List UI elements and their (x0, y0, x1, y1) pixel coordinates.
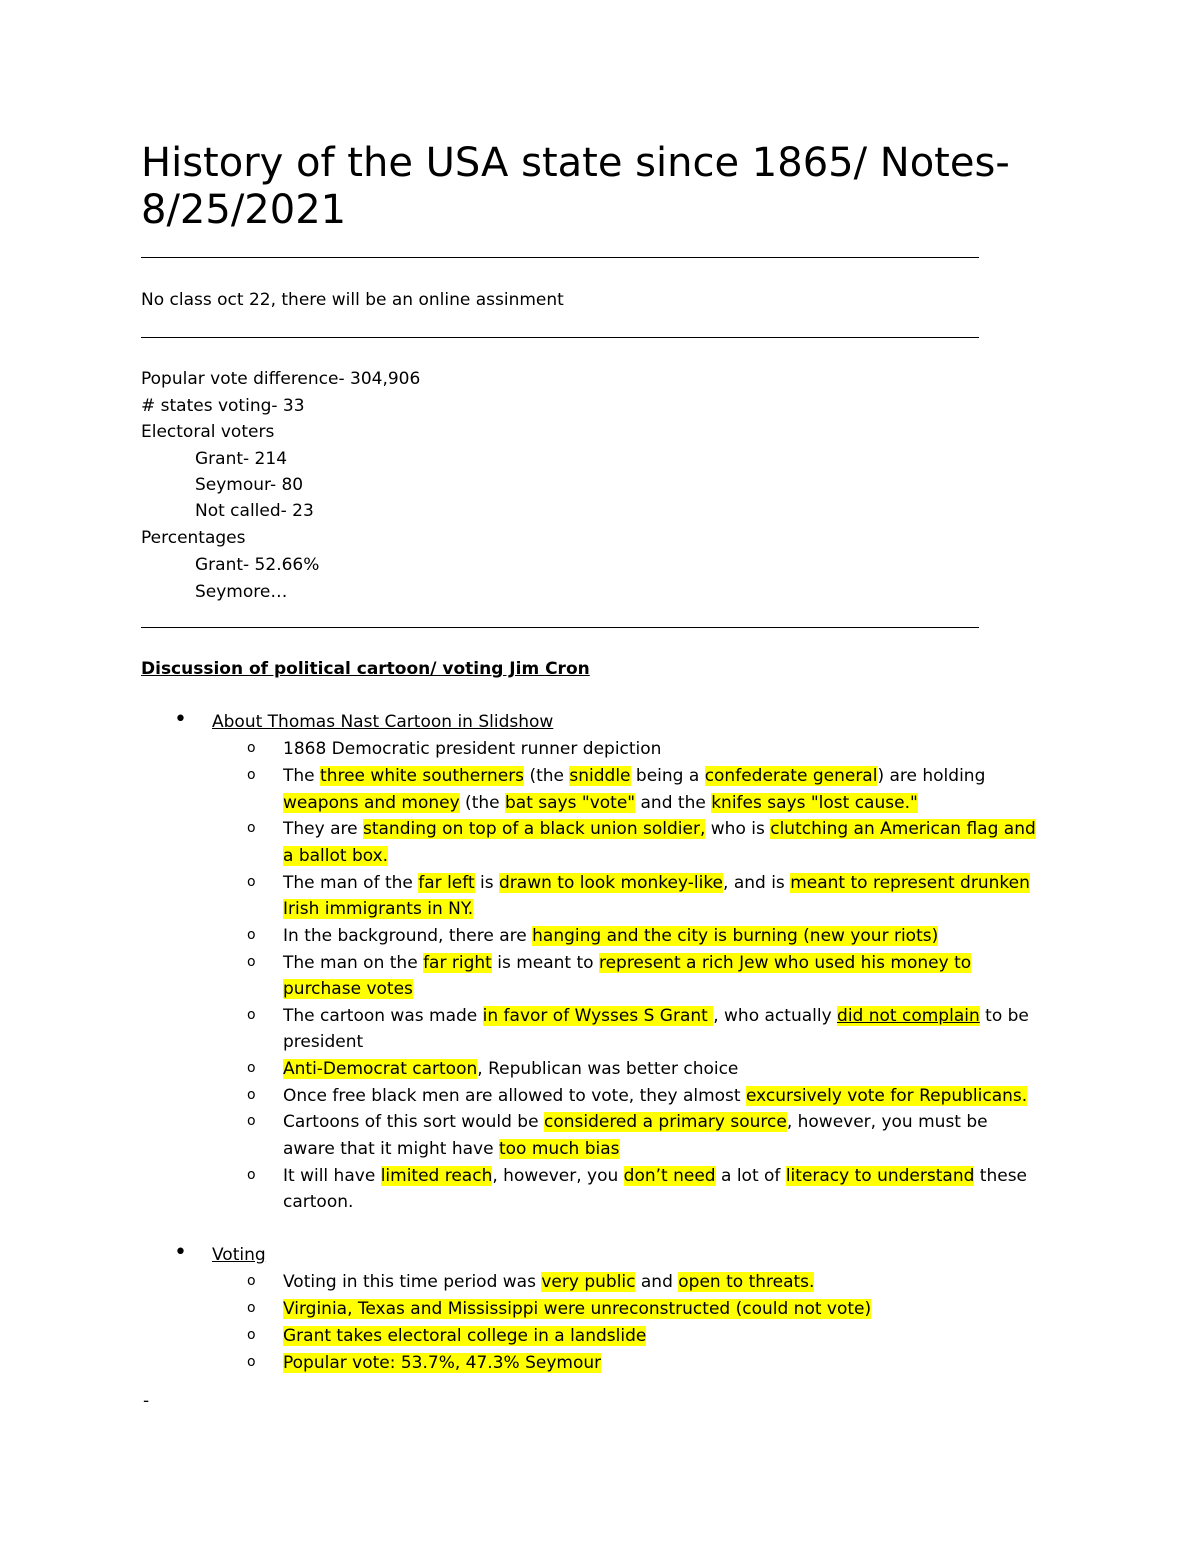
page-title (141, 140, 1011, 234)
sub-bullet-icon: o (247, 820, 256, 836)
list-item-continued: president (283, 1032, 364, 1052)
list-item: In the background, there are hanging and the city is burning (new your riots) (283, 926, 939, 946)
sub-bullet-icon: o (247, 1007, 256, 1023)
title-line-1: History of the USA state since 1865/ Notes- (141, 140, 1010, 186)
sub-bullet-icon: o (247, 927, 256, 943)
title-line-2: 8/25/2021 (141, 187, 347, 233)
divider-1 (141, 257, 979, 258)
bullet-icon: • (174, 707, 187, 732)
seymour-electoral: Seymour- 80 (195, 475, 304, 495)
list-item-continued: cartoon. (283, 1192, 354, 1212)
section-heading: Discussion of political cartoon/ voting Jim Cron (141, 659, 590, 679)
list-item-continued: Irish immigrants in NY. (283, 899, 474, 919)
states-voting: # states voting- 33 (141, 396, 305, 416)
list-item: Anti-Democrat cartoon, Republican was better choice (283, 1059, 739, 1079)
list-item: The cartoon was made in favor of Wysses S Grant , who actually did not complain to be (283, 1006, 1029, 1026)
electoral-voters-label: Electoral voters (141, 422, 275, 442)
list-item-continued: weapons and money (the bat says "vote" and the knifes says "lost cause." (283, 793, 918, 813)
sub-bullet-icon: o (247, 874, 256, 890)
list-item: The three white southerners (the sniddle being a confederate general) are holding (283, 766, 986, 786)
list-item: 1868 Democratic president runner depiction (283, 739, 662, 759)
sub-bullet-icon: o (247, 1273, 256, 1289)
list-item: The man on the far right is meant to represent a rich Jew who used his money to (283, 953, 972, 973)
sub-bullet-icon: o (247, 767, 256, 783)
bullet-icon: • (174, 1240, 187, 1265)
trailing-mark: - (143, 1391, 150, 1411)
grant-percentage: Grant- 52.66% (195, 555, 320, 575)
list-item: Popular vote: 53.7%, 47.3% Seymour (283, 1353, 602, 1373)
divider-2 (141, 337, 979, 338)
list-item: Cartoons of this sort would be considered a primary source, however, you must be (283, 1112, 988, 1132)
sub-bullet-icon: o (247, 1300, 256, 1316)
divider-3 (141, 627, 979, 628)
list-item: Grant takes electoral college in a landslide (283, 1326, 647, 1346)
sub-bullet-icon: o (247, 1113, 256, 1129)
sub-bullet-icon: o (247, 1167, 256, 1183)
list-item: They are standing on top of a black union soldier, who is clutching an American flag and (283, 819, 1036, 839)
sub-bullet-icon: o (247, 1354, 256, 1370)
list-item: The man of the far left is drawn to look monkey-like, and is meant to represent drunken (283, 873, 1030, 893)
list-item: Voting in this time period was very public and open to threats. (283, 1272, 815, 1292)
list-item-continued: aware that it might have too much bias (283, 1139, 620, 1159)
sub-bullet-icon: o (247, 1060, 256, 1076)
grant-electoral: Grant- 214 (195, 449, 288, 469)
nast-cartoon-title: About Thomas Nast Cartoon in Slidshow (212, 712, 554, 732)
sub-bullet-icon: o (247, 1327, 256, 1343)
list-item-continued: purchase votes (283, 979, 413, 999)
sub-bullet-icon: o (247, 740, 256, 756)
list-item: It will have limited reach, however, you don’t need a lot of literacy to understand these (283, 1166, 1028, 1186)
voting-title: Voting (212, 1245, 266, 1265)
class-notice: No class oct 22, there will be an online assinment (141, 290, 564, 310)
seymore-percentage: Seymore… (195, 582, 288, 602)
percentages-label: Percentages (141, 528, 246, 548)
not-called: Not called- 23 (195, 501, 314, 521)
popular-vote-difference: Popular vote difference- 304,906 (141, 369, 421, 389)
list-item: Once free black men are allowed to vote, they almost excursively vote for Republicans. (283, 1086, 1028, 1106)
list-item: Virginia, Texas and Mississippi were unreconstructed (could not vote) (283, 1299, 872, 1319)
sub-bullet-icon: o (247, 954, 256, 970)
sub-bullet-icon: o (247, 1087, 256, 1103)
list-item-continued: a ballot box. (283, 846, 389, 866)
